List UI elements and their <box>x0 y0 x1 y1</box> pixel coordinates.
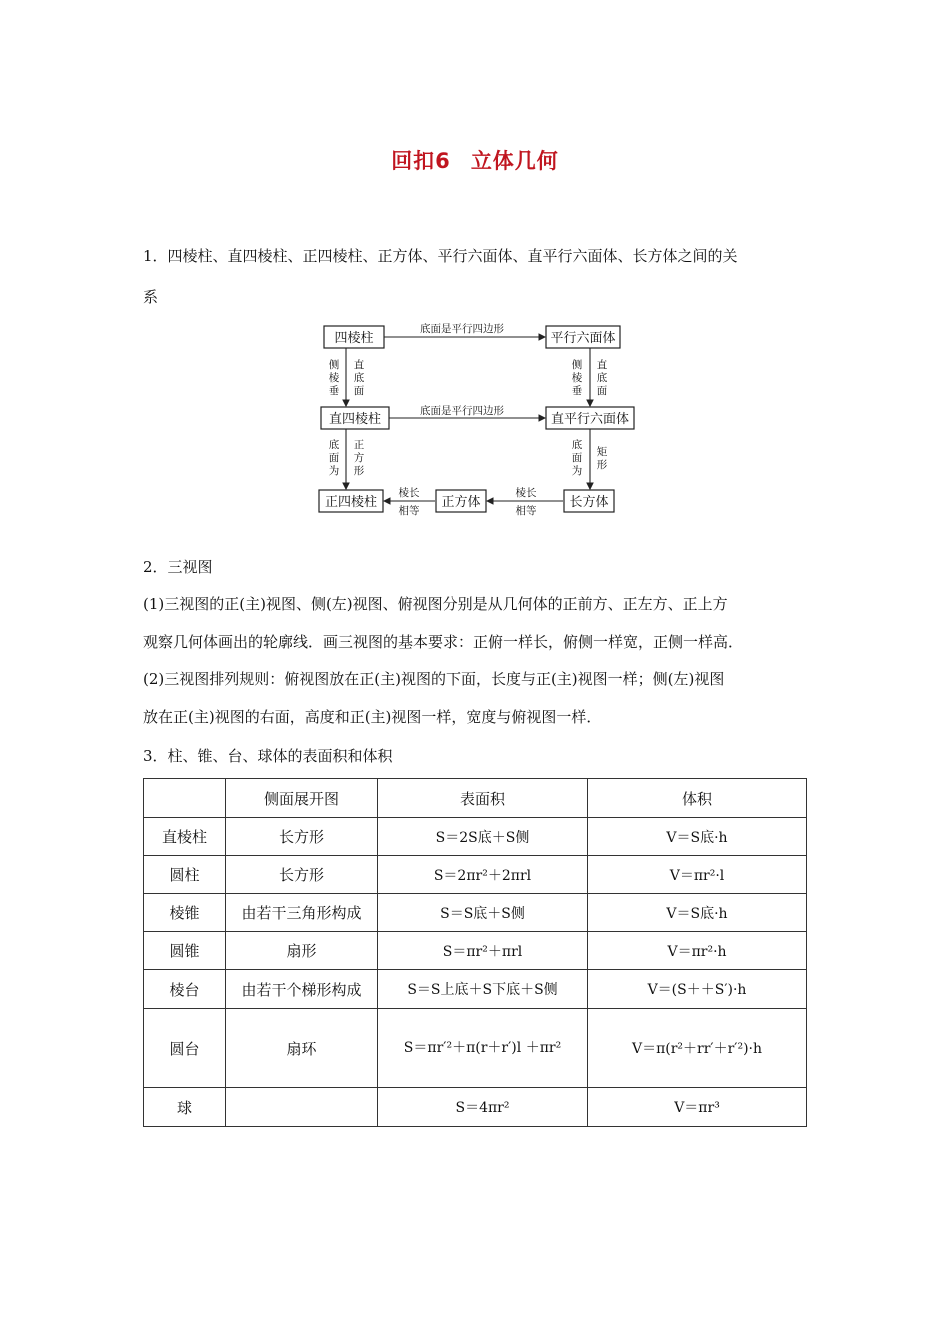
area-formula: S＝4πr² <box>378 1088 588 1127</box>
solid-name: 球 <box>144 1088 226 1127</box>
label-right-upper-a <box>572 358 583 397</box>
solid-name: 圆锥 <box>144 932 226 970</box>
box-parallelepiped-label: 平行六面体 <box>550 331 616 346</box>
diagram-label-char: 棱 <box>328 372 340 384</box>
prism-relationship-diagram <box>310 320 640 518</box>
section3-heading: 3．柱、锥、台、球体的表面积和体积 <box>143 747 393 765</box>
section2-p1-line1: (1)三视图的正(主)视图、侧(左)视图、俯视图分别是从几何体的正前方、正左方、正上方 <box>143 595 728 613</box>
area-formula: S＝πr′²＋π(r＋r′)l ＋πr² <box>378 1009 588 1088</box>
label-left-lower-a <box>329 438 340 477</box>
diagram-label-char: 正 <box>353 439 365 451</box>
area-formula: S＝S底＋S侧 <box>378 894 588 932</box>
diagram-label-char: 形 <box>353 465 365 477</box>
unfold-shape: 扇环 <box>226 1009 378 1088</box>
area-formula: S＝S上底＋S下底＋S侧 <box>378 970 588 1009</box>
diagram-label-char: 面 <box>353 385 365 397</box>
page-title: 回扣6 立体几何 <box>391 149 559 173</box>
section1-line1: 1．四棱柱、直四棱柱、正四棱柱、正方体、平行六面体、直平行六面体、长方体之间的关 <box>143 247 738 265</box>
label-left-lower-b <box>354 439 365 477</box>
label-left-upper-b <box>354 358 365 397</box>
diagram-label-char: 垂 <box>328 385 340 397</box>
table-header-cell: 表面积 <box>378 779 588 818</box>
label-right-upper-b <box>597 358 608 397</box>
area-formula: S＝πr²＋πrl <box>378 932 588 970</box>
area-formula: S＝2S底＋S侧 <box>378 818 588 856</box>
unfold-shape: 由若干个梯形构成 <box>226 970 378 1009</box>
diagram-label-char: 底 <box>328 439 340 451</box>
arrow-bottom-left-label-b: 相等 <box>398 505 420 517</box>
diagram-label-char: 直 <box>353 359 365 371</box>
box-cuboid-label: 长方体 <box>569 495 609 510</box>
unfold-shape: 长方形 <box>226 818 378 856</box>
box-cube-label: 正方体 <box>441 495 481 510</box>
table-header-cell <box>144 779 226 818</box>
solid-name: 棱台 <box>144 970 226 1009</box>
surface-volume-table <box>143 778 807 1127</box>
section2-p2-line1: (2)三视图排列规则：俯视图放在正(主)视图的下面，长度与正(主)视图一样；侧(左)视图 <box>143 670 725 688</box>
volume-formula: V＝S底·h <box>588 818 807 856</box>
table-row <box>144 818 807 856</box>
section2-p1-line2: 观察几何体画出的轮廓线．画三视图的基本要求：正俯一样长，俯侧一样宽，正侧一样高． <box>143 633 744 651</box>
label-right-lower-b <box>597 445 608 471</box>
table-header-cell: 体积 <box>588 779 807 818</box>
volume-formula: V＝πr³ <box>588 1088 807 1127</box>
box-regular-prism-label: 正四棱柱 <box>324 495 378 510</box>
diagram-label-char: 面 <box>571 452 583 464</box>
diagram-label-char: 底 <box>353 372 365 384</box>
unfold-shape: 由若干三角形构成 <box>226 894 378 932</box>
label-right-lower-a <box>572 438 583 477</box>
unfold-shape: 扇形 <box>226 932 378 970</box>
diagram-label-char: 侧 <box>571 359 583 371</box>
diagram-label-char: 侧 <box>328 359 340 371</box>
unfold-shape <box>226 1088 378 1127</box>
section1-line2: 系 <box>143 288 159 306</box>
solid-name: 圆柱 <box>144 856 226 894</box>
diagram-label-char: 矩 <box>596 446 608 458</box>
table-row <box>144 970 807 1009</box>
section2-p2-line2: 放在正(主)视图的右面，高度和正(主)视图一样，宽度与俯视图一样． <box>143 708 602 726</box>
diagram-label-char: 垂 <box>571 385 583 397</box>
box-right-prism-label: 直四棱柱 <box>328 412 382 427</box>
label-left-upper-a <box>329 358 340 397</box>
diagram-label-char: 方 <box>353 452 365 464</box>
area-formula: S＝2πr²＋2πrl <box>378 856 588 894</box>
unfold-shape: 长方形 <box>226 856 378 894</box>
volume-formula: V＝πr²·l <box>588 856 807 894</box>
diagram-label-char: 为 <box>571 465 583 477</box>
solid-name: 直棱柱 <box>144 818 226 856</box>
arrow-bottom-right-label-b: 相等 <box>515 505 537 517</box>
volume-formula: V＝πr²·h <box>588 932 807 970</box>
arrow-bottom-left-label-a: 棱长 <box>398 487 420 499</box>
box-prism-label: 四棱柱 <box>334 331 374 346</box>
section2-heading: 2．三视图 <box>143 558 213 576</box>
arrow-bottom-right-label-a: 棱长 <box>515 487 537 499</box>
volume-formula: V＝(S＋＋S′)·h <box>588 970 807 1009</box>
volume-formula: V＝π(r²＋rr′＋r′²)·h <box>588 1009 807 1088</box>
solid-name: 棱锥 <box>144 894 226 932</box>
solid-name: 圆台 <box>144 1009 226 1088</box>
table-row <box>144 856 807 894</box>
volume-formula: V＝S底·h <box>588 894 807 932</box>
diagram-label-char: 底 <box>571 439 583 451</box>
diagram-label-char: 底 <box>596 372 608 384</box>
table-header-row <box>144 779 807 818</box>
box-right-parallelepiped-label: 直平行六面体 <box>550 412 630 427</box>
table-row <box>144 1009 807 1088</box>
diagram-label-char: 面 <box>328 452 340 464</box>
diagram-label-char: 为 <box>328 465 340 477</box>
table-row <box>144 1088 807 1127</box>
table-header-cell: 侧面展开图 <box>226 779 378 818</box>
arrow-top-label: 底面是平行四边形 <box>420 323 504 335</box>
diagram-label-char: 面 <box>596 385 608 397</box>
table-row <box>144 932 807 970</box>
diagram-label-char: 直 <box>596 359 608 371</box>
diagram-label-char: 形 <box>596 459 608 471</box>
arrow-middle-label: 底面是平行四边形 <box>420 405 504 417</box>
table-row <box>144 894 807 932</box>
diagram-label-char: 棱 <box>571 372 583 384</box>
